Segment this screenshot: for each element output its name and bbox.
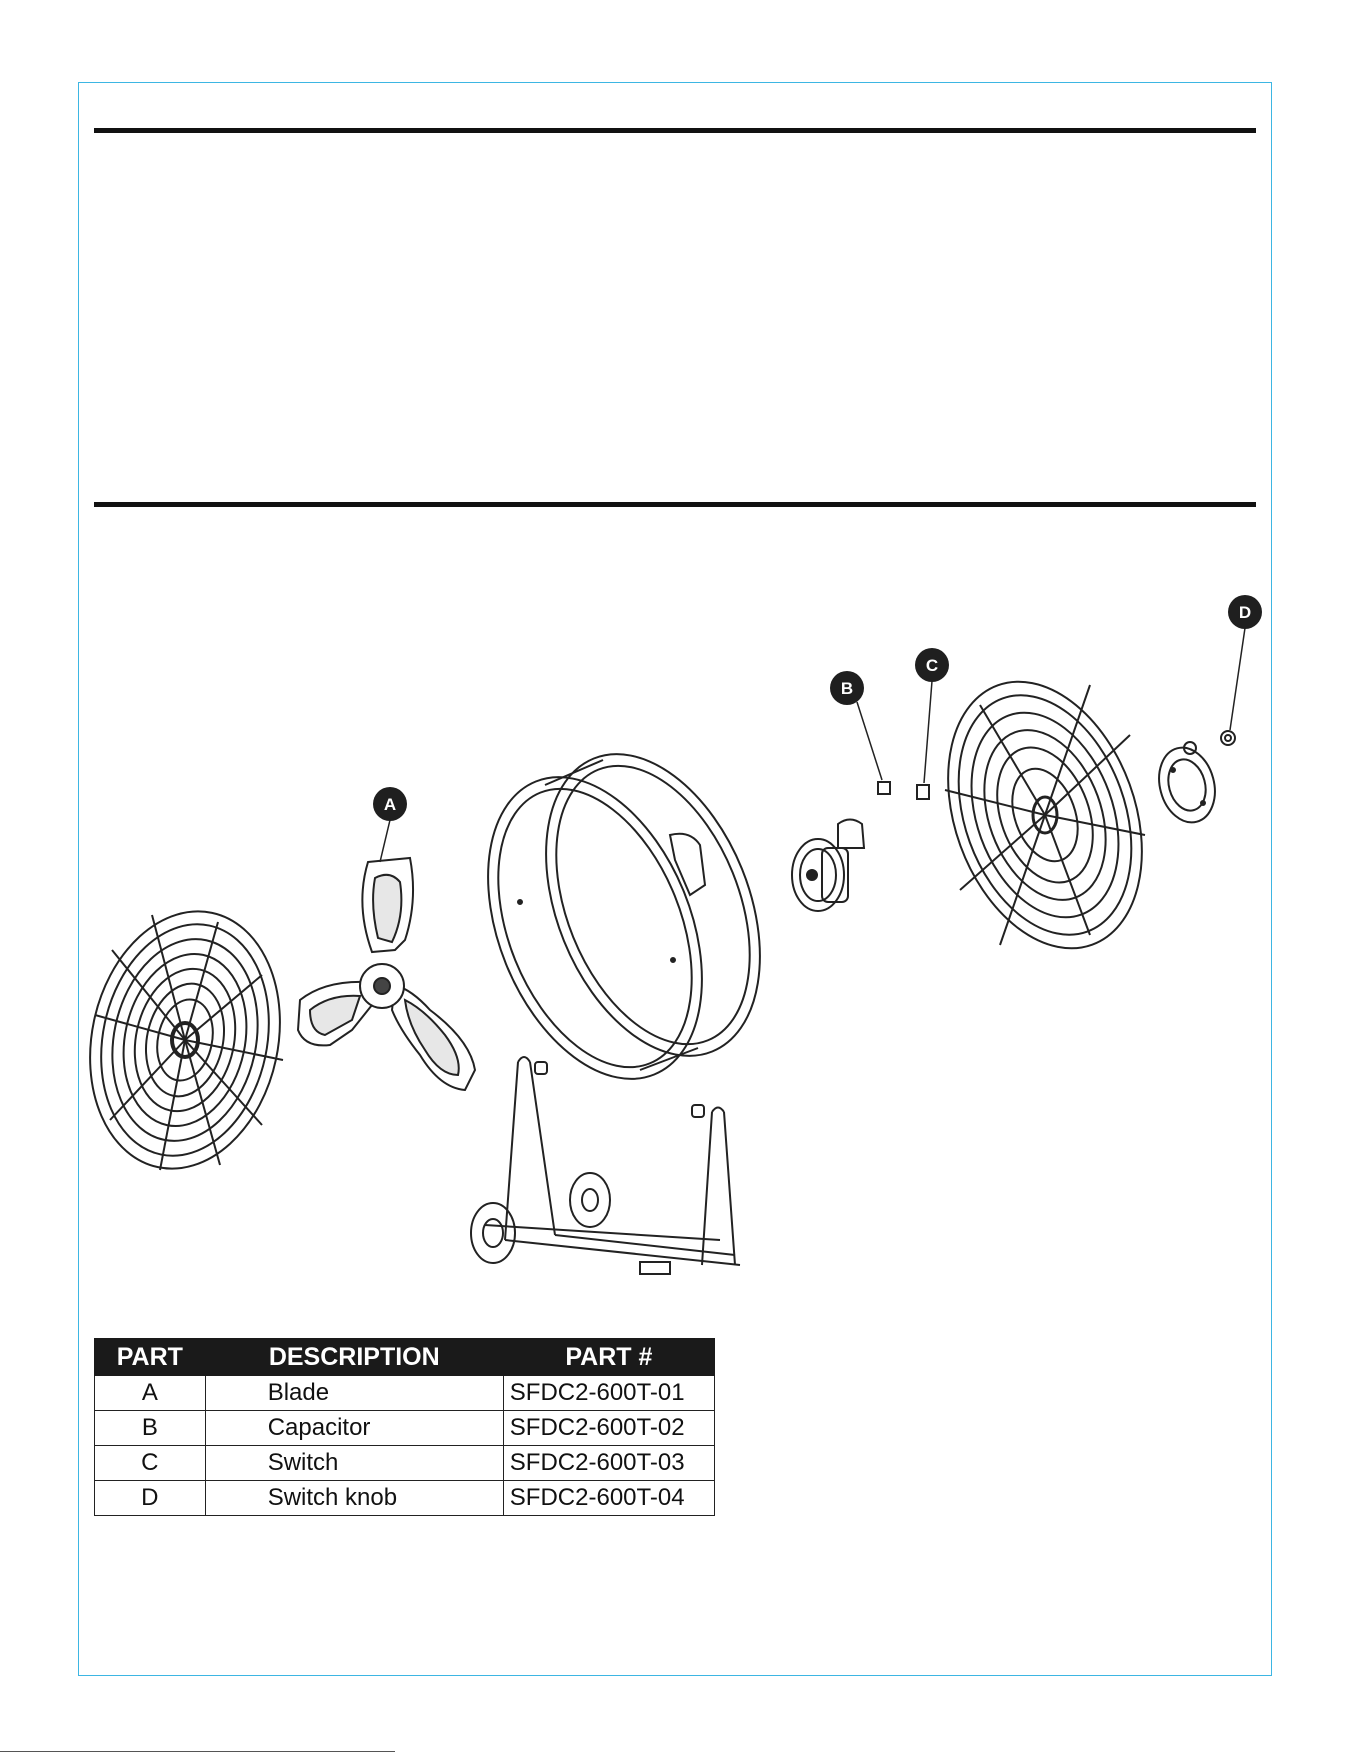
- callout-d-label: D: [1238, 603, 1252, 622]
- cell-description: Capacitor: [205, 1411, 503, 1446]
- table-row: [95, 1411, 715, 1446]
- header-part: PART: [95, 1339, 206, 1376]
- parts-table: [94, 1338, 715, 1516]
- cell-description: Switch: [205, 1446, 503, 1481]
- wheeled-stand: [471, 1057, 740, 1274]
- capacitor-part: [878, 782, 890, 794]
- header-part-number: PART #: [503, 1339, 714, 1376]
- cell-part-number: SFDC2-600T-02: [503, 1411, 714, 1446]
- cell-description: Switch knob: [205, 1481, 503, 1516]
- fan-motor: [792, 820, 864, 912]
- switch-plate: [1151, 741, 1223, 828]
- table-row: [95, 1376, 715, 1411]
- cell-part: B: [95, 1411, 206, 1446]
- cell-part: D: [95, 1481, 206, 1516]
- footer-rule: [0, 1751, 395, 1752]
- table-row: [95, 1481, 715, 1516]
- table-row: [95, 1446, 715, 1481]
- callout-b-label: B: [840, 679, 854, 698]
- cell-part-number: SFDC2-600T-01: [503, 1376, 714, 1411]
- callout-b: [830, 671, 864, 705]
- header-description: DESCRIPTION: [205, 1339, 503, 1376]
- cell-description: Blade: [205, 1376, 503, 1411]
- callout-a: [373, 787, 407, 821]
- fan-blade: [298, 858, 475, 1090]
- cell-part: C: [95, 1446, 206, 1481]
- parts-table-header-row: [95, 1339, 715, 1376]
- cell-part: A: [95, 1376, 206, 1411]
- rear-grille: [913, 655, 1177, 976]
- callout-a-label: A: [383, 795, 397, 814]
- front-grille: [67, 894, 303, 1187]
- switch-knob: [1221, 731, 1235, 745]
- callout-leader-lines: [380, 628, 1245, 862]
- cell-part-number: SFDC2-600T-04: [503, 1481, 714, 1516]
- callout-c: [915, 648, 949, 682]
- callout-c-label: C: [925, 656, 939, 675]
- drum-housing: [447, 723, 801, 1111]
- callout-d: [1228, 595, 1262, 629]
- cell-part-number: SFDC2-600T-03: [503, 1446, 714, 1481]
- switch-part: [917, 785, 929, 799]
